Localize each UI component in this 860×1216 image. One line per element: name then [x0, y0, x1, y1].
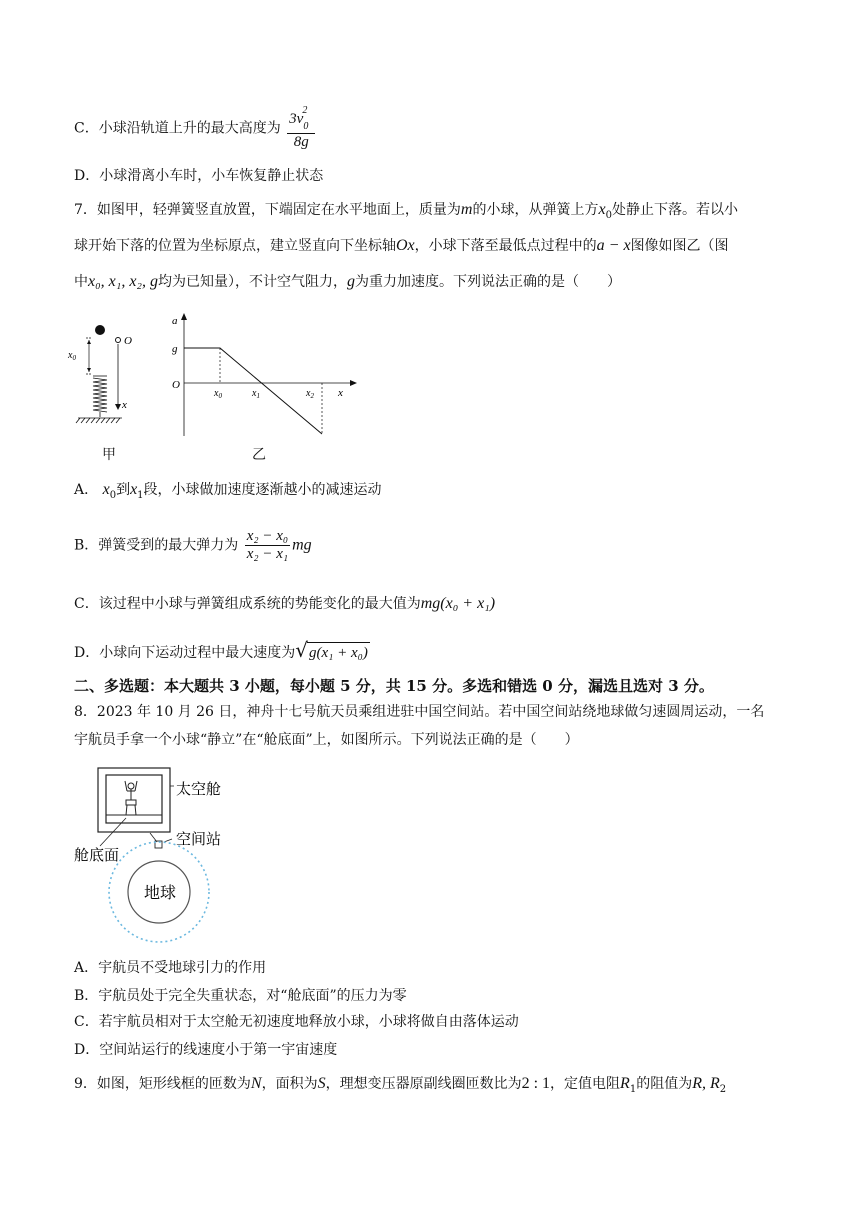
- q7-figure-jia: [64, 322, 144, 428]
- cabin-label: 太空舱: [176, 782, 222, 798]
- q8-stem-line1: 8．2023 年 10 月 26 日，神舟十七号航天员乘组进驻中国空间站。若中国空间站绕地球做匀速圆周运动，一名: [74, 704, 765, 720]
- q7-stem-line2: 球开始下落的位置为坐标原点，建立竖直向下坐标轴Ox，小球下落至最低点过程中的a − x图像如图乙（图: [74, 237, 729, 254]
- q9-stem-line1: 9．如图，矩形线框的匝数为N，面积为S，理想变压器原副线圈匝数比为2 : 1，定值电阻$R_1$的阻值为R, $R_2$: [74, 1075, 727, 1095]
- q7-option-b: B．弹簧受到的最大弹力为 $\frac{\text{x₂ − x₀}}{\text{x₂ − x₁}}$ mg: [74, 528, 312, 562]
- ground-icon: [76, 418, 122, 423]
- q6-option-c-fraction: $\frac{3v_0^2}{8g}$: [287, 106, 315, 151]
- spring-icon: [93, 376, 107, 417]
- q6-option-d: D．小球滑离小车时，小车恢复静止状态: [74, 168, 324, 184]
- ball-icon: [95, 325, 105, 335]
- q7-stem-line1: 7．如图甲，轻弹簧竖直放置，下端固定在水平地面上，质量为m的小球，从弹簧上方$x_0$处静止下落。若以小: [74, 201, 738, 221]
- q8-option-b: B．宇航员处于完全失重状态，对“舱底面”的压力为零: [74, 988, 407, 1004]
- yi-x1-label: $x_1$: [252, 388, 260, 400]
- q8-option-d: D．空间站运行的线速度小于第一宇宙速度: [74, 1042, 338, 1058]
- yi-x-label: x: [338, 387, 343, 399]
- sqrt-icon: √: [295, 638, 308, 662]
- q7-option-a: A． $x_0$到$x_1$段，小球做加速度逐渐越小的减速运动: [74, 481, 382, 501]
- station-label: 空间站: [176, 832, 222, 848]
- fig-yi-caption: 乙: [252, 447, 266, 463]
- q7-option-c: C．该过程中小球与弹簧组成系统的势能变化的最大值为mg(x₀ + x₁): [74, 595, 496, 612]
- cabin-inner: [106, 775, 162, 823]
- q6-option-c: [74, 106, 317, 151]
- station-icon: [155, 841, 162, 848]
- jia-origin-label: O: [124, 335, 132, 347]
- earth-label: 地球: [144, 885, 177, 902]
- yi-x0-label: $x_0$: [214, 388, 222, 400]
- origin-point: [116, 338, 121, 343]
- jia-x-label: x: [122, 399, 127, 411]
- yi-g-label: g: [172, 343, 178, 355]
- q8-stem-line2: 宇航员手拿一个小球“静立”在“舱底面”上，如图所示。下列说法正确的是（ ）: [74, 732, 579, 748]
- q8-figure: [70, 764, 246, 946]
- fig-jia-caption: 甲: [102, 447, 116, 463]
- q8-option-a: A．宇航员不受地球引力的作用: [74, 960, 267, 976]
- yi-x2-label: $x_2$: [306, 388, 314, 400]
- yi-a-label: a: [172, 315, 178, 327]
- q6-option-c-text: C．小球沿轨道上升的最大高度为: [74, 120, 281, 137]
- astronaut-icon: [125, 781, 137, 815]
- q7-option-b-fraction: $\frac{\text{x₂ − x₀}}{\text{x₂ − x₁}}$: [246, 528, 289, 562]
- q7-option-d: D．小球向下运动过程中最大速度为√g(x₁ + x₀): [74, 638, 368, 662]
- yi-origin-label: O: [172, 379, 180, 391]
- q7-stem-line3: 中x₀, x₁, x₂, g均为已知量），不计空气阻力，g为重力加速度。下列说法正确的是（ ）: [74, 273, 621, 290]
- section-heading: 二、多选题：本大题共 3 小题，每小题 5 分，共 15 分。多选和错选 0 分，漏选且选对 3 分。: [74, 677, 714, 695]
- jia-x0-label: $x_0$: [68, 350, 76, 362]
- q8-option-c: C．若宇航员相对于太空舱无初速度地释放小球，小球将做自由落体运动: [74, 1014, 519, 1030]
- q7-figure-yi: [166, 310, 362, 440]
- floor-label: 舱底面: [74, 848, 120, 864]
